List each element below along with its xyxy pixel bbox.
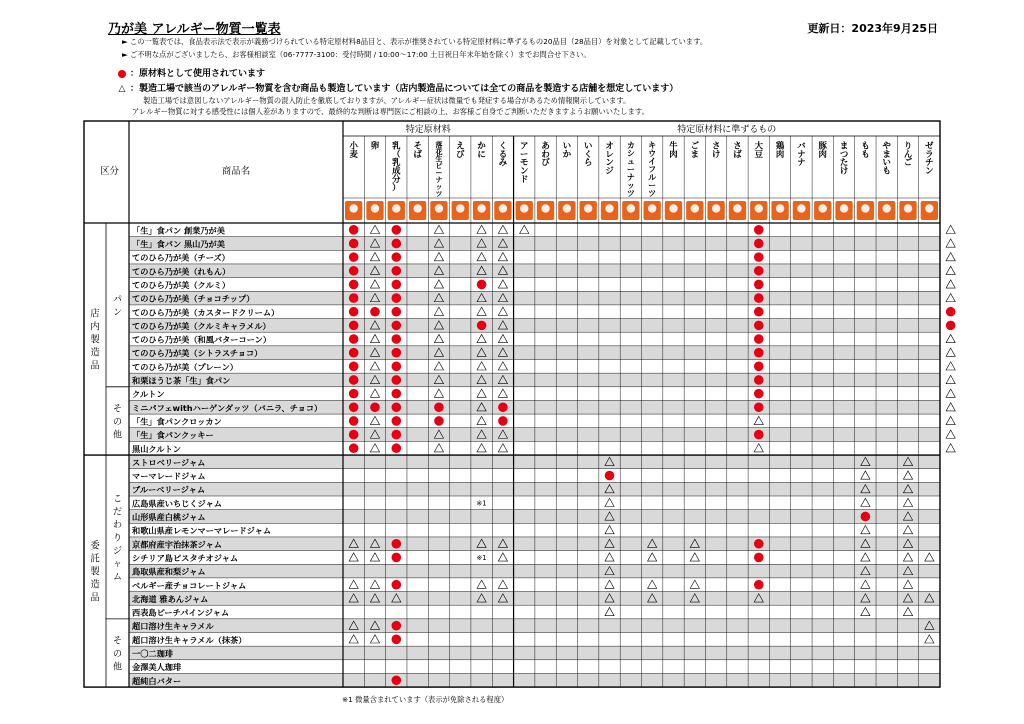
product-name: 「生」食パンクロッカン	[132, 416, 222, 427]
allergen-triangle	[648, 553, 657, 561]
product-name: ベルギー産チョコレートジャム	[132, 580, 247, 591]
product-name: 和栗ほうじ茶「生」食パン	[132, 375, 231, 386]
allergen-header-3	[413, 140, 422, 158]
svg-text:落花生ピーナッツ: 落花生ピーナッツ	[435, 141, 443, 198]
allergen-dot	[349, 402, 359, 412]
allergen-dot	[370, 307, 380, 317]
svg-text:バナナ: バナナ	[797, 140, 806, 168]
allergen-dot	[349, 389, 359, 399]
category-char: 品	[90, 360, 100, 372]
svg-text:牛肉: 牛肉	[669, 140, 678, 159]
allergen-header-1	[371, 140, 380, 150]
group-specific-header: 特定原材料	[405, 125, 451, 135]
allergen-dot	[754, 266, 764, 276]
product-name: てのひら乃が美（チョコチップ）	[132, 293, 255, 304]
allergen-dot	[392, 375, 402, 385]
svg-text:いくら: いくら	[584, 140, 593, 168]
allergen-triangle	[605, 607, 614, 615]
svg-text:アーモンド: アーモンド	[520, 140, 529, 184]
allergen-triangle	[903, 471, 912, 479]
svg-text:かに: かに	[477, 140, 486, 159]
allergen-header-2	[391, 140, 401, 192]
note-sensitivity: アレルギー物質に対する感受性には個人差がありますので、最終的な判断は専門医にご相談の上、お客様ご自身でご判断いただきますようお願いいたします。	[132, 107, 649, 116]
subcategory-char: の	[112, 649, 123, 660]
allergen-dot	[349, 293, 359, 303]
allergen-triangle	[498, 580, 507, 588]
subcategory-char: そ	[112, 404, 123, 415]
subcategory-char: ャ	[112, 559, 123, 570]
allergen-triangle	[605, 553, 614, 561]
allergen-header-10	[563, 140, 571, 158]
allergen-triangle	[370, 280, 379, 288]
allergen-triangle	[477, 307, 486, 315]
allergen-triangle	[370, 553, 379, 561]
allergen-triangle	[861, 607, 870, 615]
allergen-triangle	[946, 253, 955, 261]
header-kubun: 区分	[99, 166, 120, 177]
svg-text:卵: 卵	[370, 140, 380, 151]
svg-text:さば: さば	[733, 140, 742, 159]
allergen-dot	[392, 443, 402, 453]
svg-text:くるみ: くるみ	[498, 140, 508, 168]
subcategory-char: の	[112, 417, 123, 428]
product-name: 北海道 雅あんジャム	[132, 593, 209, 604]
allergen-header-6	[477, 140, 485, 158]
allergen-dot	[392, 675, 402, 685]
allergen-dot	[349, 307, 359, 317]
product-name: 和歌山県産レモンマーマレードジャム	[132, 525, 272, 536]
category-char: 内	[90, 321, 100, 333]
svg-text:カシューナッツ: カシューナッツ	[626, 141, 635, 198]
svg-text:ゼラチン: ゼラチン	[925, 140, 934, 176]
svg-text:さけ: さけ	[711, 140, 721, 159]
allergen-dot	[477, 321, 487, 331]
allergen-triangle	[903, 607, 912, 615]
svg-text:そば: そば	[413, 140, 422, 159]
allergen-dot	[754, 389, 764, 399]
svg-text:もも: もも	[861, 140, 870, 159]
note-contamination: 製造工場では意図しないアレルギー物質の混入防止を徹底しておりますが、アレルギー症状は微量でも発症する場合があるため情報開示しています。	[143, 96, 631, 105]
row-shade	[129, 428, 940, 442]
allergen-dot	[349, 225, 359, 235]
subcategory-char: そ	[112, 636, 123, 647]
allergen-triangle	[498, 362, 507, 370]
allergen-dot	[349, 280, 359, 290]
allergen-triangle	[903, 498, 912, 506]
product-name: 超口溶け生キャラメル	[132, 621, 214, 632]
allergen-dot	[392, 539, 402, 549]
allergen-triangle	[946, 348, 955, 356]
product-name: 山形県産白桃ジャム	[132, 512, 206, 522]
allergen-triangle	[946, 389, 955, 397]
footnote: ※1 微量含まれています（表示が免除される程度）	[342, 695, 509, 704]
row-shade	[129, 619, 940, 633]
allergen-triangle	[605, 498, 614, 506]
allergen-triangle	[861, 526, 870, 534]
allergen-triangle	[946, 375, 955, 383]
allergen-header-7	[499, 140, 508, 167]
allergen-triangle	[349, 635, 358, 643]
allergen-dot	[392, 416, 402, 426]
allergen-dot	[392, 307, 402, 317]
allergen-triangle	[434, 225, 443, 233]
allergen-triangle	[370, 635, 379, 643]
row-shade	[129, 564, 940, 578]
svg-text:キウイフルーツ: キウイフルーツ	[648, 141, 657, 198]
subcategory-char: り	[112, 533, 123, 544]
allergen-dot	[754, 362, 764, 372]
allergen-triangle	[477, 444, 486, 452]
allergen-triangle	[370, 580, 379, 588]
product-name: 京都府産宇治抹茶ジャム	[132, 539, 222, 550]
allergen-header-4	[434, 140, 442, 198]
product-name: 「生」食パン 黒山乃が美	[132, 239, 225, 249]
allergen-triangle	[498, 280, 507, 288]
allergen-header-27	[925, 140, 934, 175]
allergen-triangle	[477, 416, 486, 424]
allergen-triangle	[946, 225, 955, 233]
legend-dot-text: ：原材料として使用されています	[130, 69, 266, 79]
allergen-header-14	[648, 141, 657, 198]
allergen-dot	[754, 239, 764, 249]
allergen-header-22	[819, 140, 828, 158]
allergen-triangle	[477, 389, 486, 397]
allergen-triangle	[434, 280, 443, 288]
svg-text:あわび: あわび	[541, 140, 550, 168]
row-shade	[129, 237, 940, 251]
allergen-dot	[754, 293, 764, 303]
allergen-dot	[392, 293, 402, 303]
allergen-header-12	[605, 140, 613, 175]
allergen-dot	[754, 553, 764, 563]
allergen-triangle	[690, 580, 699, 588]
allergen-dot	[349, 252, 359, 262]
allergen-triangle	[477, 580, 486, 588]
allergen-triangle	[648, 580, 657, 588]
allergen-dot	[754, 539, 764, 549]
subcategory-char: ン	[112, 307, 123, 318]
category-char: 製	[90, 334, 100, 346]
allergen-dot	[754, 334, 764, 344]
allergen-triangle	[370, 416, 379, 424]
product-name: てのひら乃が美（チーズ）	[132, 252, 230, 263]
allergen-triangle	[477, 225, 486, 233]
svg-text:鶏肉: 鶏肉	[775, 140, 785, 159]
allergen-dot	[392, 621, 402, 631]
allergen-header-13	[627, 141, 635, 198]
allergen-dot	[392, 321, 402, 331]
allergen-header-21	[797, 140, 805, 167]
product-name: てのひら乃が美（プレーン）	[132, 361, 238, 372]
subcategory-char: 他	[112, 430, 123, 441]
allergen-dot	[946, 321, 956, 331]
allergen-dot	[477, 280, 487, 290]
allergen-dot	[349, 375, 359, 385]
allergen-triangle	[520, 225, 529, 233]
category-char: 造	[90, 347, 100, 359]
product-name: てのひら乃が美（クルミ）	[132, 279, 231, 290]
category-char: 店	[90, 308, 100, 320]
allergen-header-17	[712, 140, 720, 158]
allergen-triangle	[754, 416, 763, 424]
allergen-triangle	[434, 307, 443, 315]
allergen-header-5	[456, 140, 465, 158]
svg-text:ごま: ごま	[690, 140, 699, 159]
legend-triangle-text: ：製造工場で該当のアレルギー物質を含む商品も製造しています（店内製造品については全ての商品を製造する店舗を想定しています）	[130, 84, 679, 94]
product-name: 鳥取県産和梨ジャム	[132, 566, 206, 577]
allergen-triangle	[498, 307, 507, 315]
allergen-dot	[392, 553, 402, 563]
allergen-dot	[946, 307, 956, 317]
subcategory-char: パ	[112, 294, 123, 305]
allergen-header-16	[691, 140, 700, 158]
product-name: ブルーベリージャム	[132, 484, 206, 495]
product-name: 「生」食パンクッキー	[132, 430, 214, 441]
allergen-dot	[392, 280, 402, 290]
allergen-dot	[754, 225, 764, 235]
allergen-dot	[434, 402, 444, 412]
allergen-triangle	[946, 403, 955, 411]
note-scope: ► この一覧表では、食品表示法で表示が義務づけられている特定原材料8品目と、表示が推奨されている特定原材料に準ずるもの20品目（28品目）を対象として記載しています。	[122, 37, 708, 46]
allergen-triangle	[498, 225, 507, 233]
allergen-header-15	[669, 140, 678, 158]
allergen-triangle	[370, 334, 379, 342]
allergen-triangle	[861, 471, 870, 479]
allergen-triangle	[477, 334, 486, 342]
allergen-triangle	[349, 553, 358, 561]
product-name: 金澤美人珈琲	[132, 662, 182, 673]
product-name: 「生」食パン 創業乃が美	[132, 225, 225, 236]
allergen-header-11	[584, 140, 592, 167]
allergen-dot	[392, 580, 402, 590]
allergen-dot	[434, 416, 444, 426]
allergen-dot	[605, 471, 615, 481]
allergen-triangle	[925, 553, 934, 561]
svg-text:えび: えび	[456, 140, 465, 159]
allergen-triangle	[946, 280, 955, 288]
allergen-dot	[392, 389, 402, 399]
product-name: ストロベリージャム	[132, 457, 206, 468]
allergen-triangle	[690, 553, 699, 561]
svg-text:いか: いか	[562, 140, 572, 159]
allergen-dot	[754, 580, 764, 590]
product-name: てのひら乃が美（シトラスチョコ）	[132, 348, 263, 359]
allergen-header-8	[520, 140, 528, 184]
category-char: 品	[90, 592, 100, 604]
header-product: 商品名	[221, 166, 251, 177]
allergen-dot	[498, 402, 508, 412]
allergen-dot	[392, 239, 402, 249]
allergen-triangle	[861, 580, 870, 588]
allergen-dot	[392, 635, 402, 645]
trace-note: ※1	[476, 499, 487, 508]
allergen-triangle	[861, 553, 870, 561]
svg-text:乳（乳成分）: 乳（乳成分）	[392, 140, 401, 193]
allergen-dot	[349, 321, 359, 331]
category-char: 委	[90, 540, 100, 552]
row-shade	[129, 455, 940, 469]
allergen-header-9	[541, 140, 550, 167]
allergen-dot	[392, 430, 402, 440]
row-shade	[129, 592, 940, 606]
product-name: てのひら乃が美（クルミキャラメル）	[132, 320, 271, 331]
allergen-triangle	[498, 553, 507, 561]
allergen-dot	[349, 362, 359, 372]
product-name: シチリア島ピスタチオジャム	[132, 552, 239, 563]
allergen-triangle	[498, 389, 507, 397]
allergen-triangle	[434, 444, 443, 452]
product-name: 西表島ピーチパインジャム	[132, 607, 230, 618]
allergen-triangle	[754, 444, 763, 452]
allergen-dot	[349, 239, 359, 249]
allergen-triangle	[903, 526, 912, 534]
allergen-header-18	[733, 140, 742, 158]
allergen-dot	[754, 307, 764, 317]
allergen-triangle	[925, 635, 934, 643]
svg-text:大豆: 大豆	[754, 140, 763, 159]
allergen-header-20	[776, 140, 785, 158]
allergen-dot	[392, 348, 402, 358]
allergen-triangle	[370, 389, 379, 397]
document-title: 乃が美 アレルギー物質一覧表	[108, 22, 281, 37]
allergen-dot	[349, 430, 359, 440]
row-shade	[129, 373, 940, 387]
trace-note: ※1	[476, 554, 487, 563]
row-shade	[129, 510, 940, 524]
product-name: クルトン	[132, 389, 165, 400]
allergen-triangle	[434, 389, 443, 397]
allergen-triangle	[946, 444, 955, 452]
allergen-triangle	[370, 444, 379, 452]
allergen-dot	[392, 252, 402, 262]
allergen-triangle	[370, 362, 379, 370]
product-name: 超純白バター	[132, 675, 182, 686]
allergen-triangle	[498, 444, 507, 452]
category-char: 製	[90, 566, 100, 578]
group-equivalent-header: 特定原材料に準ずるもの	[677, 125, 777, 135]
row-shade	[129, 264, 940, 278]
allergen-dot	[861, 512, 871, 522]
allergen-dot	[392, 334, 402, 344]
allergen-triangle	[434, 253, 443, 261]
allergen-triangle	[903, 580, 912, 588]
allergen-dot	[754, 321, 764, 331]
allergen-dot	[349, 416, 359, 426]
svg-text:まつたけ: まつたけ	[839, 140, 849, 176]
allergen-header-25	[883, 140, 891, 175]
allergen-triangle	[349, 580, 358, 588]
subcategory-char: ム	[112, 572, 123, 583]
row-shade	[129, 482, 940, 496]
svg-text:やまいも: やまいも	[882, 140, 891, 176]
allergen-triangle	[946, 266, 955, 274]
subcategory-char: わ	[112, 520, 123, 531]
allergen-dot	[392, 362, 402, 372]
allergen-dot	[392, 402, 402, 412]
category-char: 造	[90, 579, 100, 591]
svg-text:りんご: りんご	[903, 140, 913, 168]
product-name: マーマレードジャム	[132, 471, 206, 482]
product-name: 黒山クルトン	[132, 443, 181, 454]
allergen-header-23	[840, 140, 848, 175]
allergen-header-0	[349, 140, 358, 158]
allergen-dot	[392, 266, 402, 276]
allergen-dot	[754, 402, 764, 412]
allergen-triangle	[434, 362, 443, 370]
allergen-dot	[754, 375, 764, 385]
allergen-triangle	[477, 362, 486, 370]
row-shade	[129, 537, 940, 551]
allergen-triangle	[605, 526, 614, 534]
allergen-triangle	[946, 430, 955, 438]
allergen-triangle	[903, 553, 912, 561]
allergen-triangle	[946, 239, 955, 247]
allergen-triangle	[477, 253, 486, 261]
allergen-dot	[349, 348, 359, 358]
svg-text:豚肉: 豚肉	[818, 140, 827, 159]
subcategory-char: 他	[112, 662, 123, 673]
allergen-triangle	[946, 362, 955, 370]
svg-text:オレンジ: オレンジ	[605, 140, 614, 176]
updated-date: 更新日：2023年9月25日	[807, 22, 938, 35]
allergen-dot	[498, 416, 508, 426]
svg-text:小麦: 小麦	[349, 140, 358, 159]
allergen-dot	[392, 225, 402, 235]
product-name: 超口溶け生キャラメル（抹茶）	[132, 634, 247, 645]
note-contact: ► ご不明な点がございましたら、お客様相談室（06-7777-3100：受付時間 / 10:00～17:00 土日祝日年末年始を除く）までお問合せ下さい。	[122, 50, 591, 59]
product-name: てのひら乃が美（れもん）	[132, 266, 231, 277]
allergen-dot	[349, 334, 359, 344]
allergen-triangle	[946, 334, 955, 342]
allergen-dot	[754, 348, 764, 358]
subcategory-char: こ	[112, 494, 123, 505]
allergen-dot	[349, 443, 359, 453]
row-shade	[129, 673, 940, 687]
allergen-triangle	[498, 334, 507, 342]
allergen-dot	[349, 266, 359, 276]
allergen-triangle	[946, 416, 955, 424]
product-name: ミニパフェwithハーゲンダッツ（バニラ、チョコ）	[132, 402, 323, 413]
allergen-dot	[370, 402, 380, 412]
subcategory-char: だ	[112, 507, 123, 518]
product-name: てのひら乃が美（和風バターコーン）	[132, 334, 272, 345]
product-name: 広島県産いちじくジャム	[132, 498, 222, 509]
allergen-triangle	[946, 293, 955, 301]
allergen-header-26	[904, 140, 913, 167]
allergen-triangle	[434, 334, 443, 342]
allergen-dot	[754, 280, 764, 290]
subcategory-char: ジ	[112, 546, 123, 557]
product-name: 一〇二珈琲	[132, 648, 173, 659]
triangle-icon: △	[118, 84, 126, 94]
allergen-triangle	[605, 580, 614, 588]
row-shade	[129, 646, 940, 660]
allergen-header-19	[755, 140, 764, 158]
allergen-triangle	[370, 225, 379, 233]
allergen-triangle	[498, 253, 507, 261]
allergen-header-24	[861, 140, 869, 158]
allergen-triangle	[370, 253, 379, 261]
product-name: てのひら乃が美（カスタードクリーム）	[132, 307, 280, 318]
allergen-dot	[754, 252, 764, 262]
allergen-triangle	[861, 498, 870, 506]
allergen-dot	[754, 430, 764, 440]
category-char: 託	[90, 553, 100, 565]
